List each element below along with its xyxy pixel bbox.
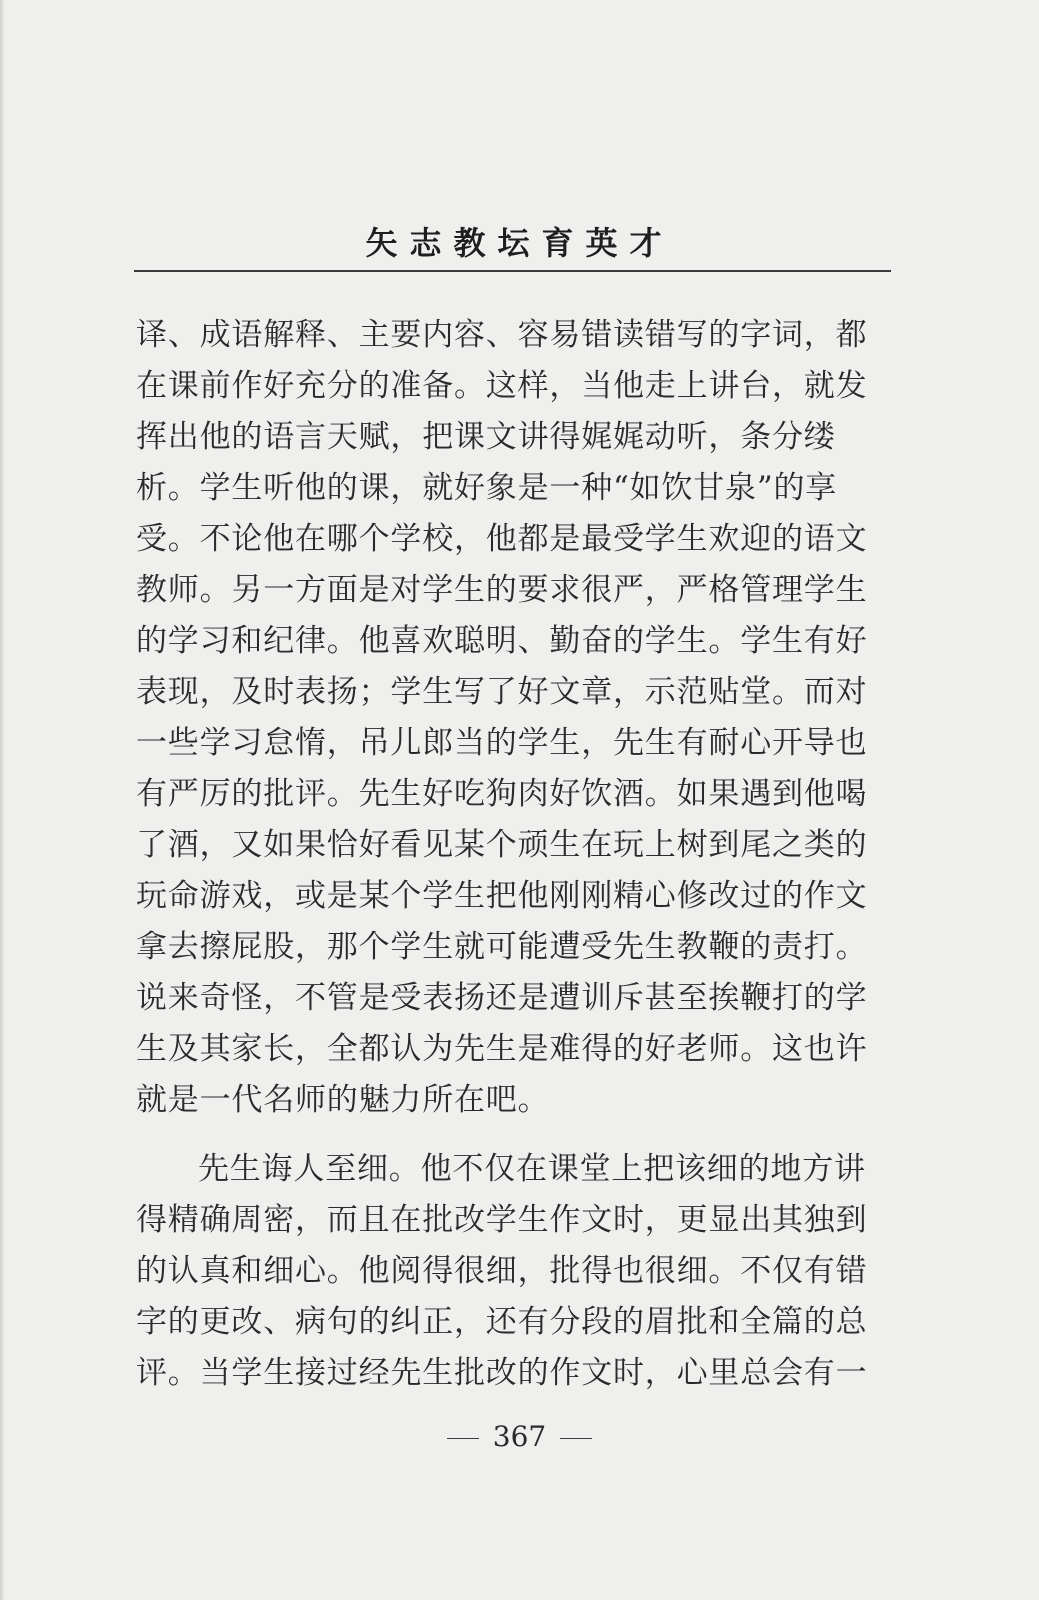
paragraph-gap [136, 1126, 893, 1144]
text-line: 玩命游戏，或是某个学生把他刚刚精心修改过的作文 [136, 878, 868, 914]
page-number: 367 [492, 1420, 547, 1453]
text-line: 先生诲人至细。他不仅在课堂上把该细的地方讲 [198, 1151, 866, 1187]
folio-dash-right [560, 1438, 592, 1439]
text-line: 的认真和细心。他阅得很细，批得也很细。不仅有错 [136, 1253, 868, 1289]
text-line: 拿去擦屁股，那个学生就可能遭受先生教鞭的责打。 [136, 929, 868, 965]
text-line: 了酒，又如果恰好看见某个顽生在玩上树到尾之类的 [136, 827, 868, 863]
text-line: 得精确周密，而且在批改学生作文时，更显出其独到 [136, 1202, 868, 1238]
folio-dash-left [447, 1438, 479, 1439]
text-line: 字的更改、病句的纠正，还有分段的眉批和全篇的总 [136, 1304, 868, 1340]
text-line: 生及其家长，全都认为先生是难得的好老师。这也许 [136, 1031, 868, 1067]
paragraph-2 [136, 1144, 893, 1399]
text-line: 析。学生听他的课，就好象是一种“如饮甘泉”的享 [136, 470, 838, 506]
running-head: 矢志教坛育英才 [365, 224, 674, 262]
text-line: 说来奇怪，不管是受表扬还是遭训斥甚至挨鞭打的学 [136, 980, 868, 1016]
paragraph-1 [136, 310, 893, 1126]
text-line: 译、成语解释、主要内容、容易错读错写的字词，都 [136, 317, 868, 353]
body-text [136, 310, 893, 1399]
text-line: 在课前作好充分的准备。这样，当他走上讲台，就发 [136, 368, 868, 404]
text-line: 一些学习怠惰，吊儿郎当的学生，先生有耐心开导也 [136, 725, 868, 761]
text-line: 教师。另一方面是对学生的要求很严，严格管理学生 [136, 572, 868, 608]
text-line: 的学习和纪律。他喜欢聪明、勤奋的学生。学生有好 [136, 623, 868, 659]
text-line: 有严厉的批评。先生好吃狗肉好饮酒。如果遇到他喝 [136, 776, 868, 812]
page-footer [0, 1420, 1039, 1453]
text-line: 评。当学生接过经先生批改的作文时，心里总会有一 [136, 1355, 868, 1391]
text-line: 受。不论他在哪个学校，他都是最受学生欢迎的语文 [136, 521, 868, 557]
text-line: 表现，及时表扬；学生写了好文章，示范贴堂。而对 [136, 674, 868, 710]
header-rule [134, 270, 891, 272]
text-line: 挥出他的语言天赋，把课文讲得娓娓动听，条分缕 [136, 419, 836, 455]
text-line: 就是一代名师的魅力所在吧。 [136, 1082, 550, 1118]
